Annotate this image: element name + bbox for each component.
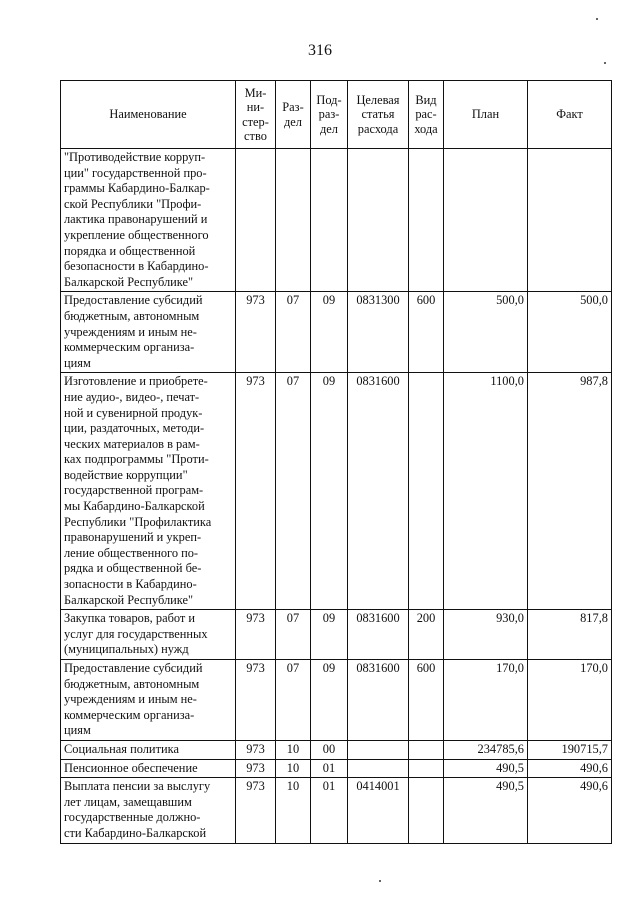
- row-plan: 170,0: [444, 660, 528, 741]
- row-fact: 490,6: [528, 778, 612, 843]
- row-fact: 987,8: [528, 373, 612, 610]
- row-expense-type: [409, 149, 444, 292]
- row-expense-type: 600: [409, 292, 444, 373]
- scan-speck: [379, 880, 381, 882]
- table-row: [61, 778, 612, 843]
- row-plan: 234785,6: [444, 740, 528, 759]
- row-ministry: 973: [236, 660, 276, 741]
- row-target-article: 0414001: [348, 778, 409, 843]
- row-expense-type: [409, 759, 444, 778]
- row-plan: 930,0: [444, 610, 528, 660]
- row-name: Закупка товаров, работ и услуг для государственных (муниципальных) нужд: [61, 610, 236, 660]
- row-ministry: 973: [236, 740, 276, 759]
- table-row: [61, 610, 612, 660]
- row-name: Предоставление субсидий бюджетным, автономным учреждениям и иным не- коммерческим организа- циям: [61, 660, 236, 741]
- row-plan: 490,5: [444, 759, 528, 778]
- row-section: 10: [276, 778, 311, 843]
- page-number: 316: [308, 42, 332, 59]
- row-target-article: [348, 149, 409, 292]
- row-plan: 490,5: [444, 778, 528, 843]
- header-section: Раз- дел: [276, 81, 311, 149]
- row-subsection: 09: [311, 610, 348, 660]
- row-expense-type: [409, 740, 444, 759]
- row-plan: 500,0: [444, 292, 528, 373]
- row-expense-type: [409, 778, 444, 843]
- row-fact: [528, 149, 612, 292]
- row-ministry: 973: [236, 610, 276, 660]
- row-section: 10: [276, 740, 311, 759]
- row-subsection: 09: [311, 373, 348, 610]
- row-plan: [444, 149, 528, 292]
- table-row: [61, 149, 612, 292]
- row-section: [276, 149, 311, 292]
- scan-speck: [604, 62, 606, 64]
- table-row: [61, 292, 612, 373]
- row-name: Выплата пенсии за выслугу лет лицам, замещавшим государственные должно- сти Кабардино-Балкарской: [61, 778, 236, 843]
- row-name: Социальная политика: [61, 740, 236, 759]
- row-name: Изготовление и приобрете- ние аудио-, видео-, печат- ной и сувенирной продук- ции, раздаточных, методи- ческих материалов в рам- ках подпрограммы "Проти- водействие коррупции" государственной програм- мы Кабардино-Балкарской Республики "Профилактика правонарушений и укреп- ление общественного по- рядка и общественной бе- зопасности в Кабардино- Балкарской Республике": [61, 373, 236, 610]
- row-subsection: 01: [311, 778, 348, 843]
- row-section: 10: [276, 759, 311, 778]
- header-plan: План: [444, 81, 528, 149]
- row-subsection: [311, 149, 348, 292]
- row-target-article: [348, 759, 409, 778]
- row-ministry: 973: [236, 292, 276, 373]
- row-target-article: 0831300: [348, 292, 409, 373]
- row-name: Предоставление субсидий бюджетным, автономным учреждениям и иным не- коммерческим организа- циям: [61, 292, 236, 373]
- row-expense-type: 200: [409, 610, 444, 660]
- row-subsection: 09: [311, 660, 348, 741]
- row-section: 07: [276, 292, 311, 373]
- row-target-article: 0831600: [348, 660, 409, 741]
- row-subsection: 09: [311, 292, 348, 373]
- row-section: 07: [276, 610, 311, 660]
- table-row: [61, 759, 612, 778]
- table-row: [61, 660, 612, 741]
- row-name: Пенсионное обеспечение: [61, 759, 236, 778]
- row-fact: 490,6: [528, 759, 612, 778]
- row-plan: 1100,0: [444, 373, 528, 610]
- row-subsection: 01: [311, 759, 348, 778]
- row-ministry: 973: [236, 759, 276, 778]
- header-ministry: Ми- ни- стер- ство: [236, 81, 276, 149]
- header-fact: Факт: [528, 81, 612, 149]
- header-target-article: Целевая статья расхода: [348, 81, 409, 149]
- row-expense-type: [409, 373, 444, 610]
- row-ministry: 973: [236, 778, 276, 843]
- row-fact: 817,8: [528, 610, 612, 660]
- row-target-article: 0831600: [348, 373, 409, 610]
- budget-table: [60, 80, 612, 844]
- row-subsection: 00: [311, 740, 348, 759]
- row-section: 07: [276, 660, 311, 741]
- table-row: [61, 740, 612, 759]
- row-target-article: [348, 740, 409, 759]
- row-ministry: 973: [236, 373, 276, 610]
- table-header-row: [61, 81, 612, 149]
- scan-speck: [596, 18, 598, 20]
- table-row: [61, 373, 612, 610]
- header-name: Наименование: [61, 81, 236, 149]
- row-name: "Противодействие корруп- ции" государственной про- граммы Кабардино-Балкар- ской Республики "Профи- лактика правонарушений и укрепление общественного порядка и общественной безопасности в Кабардино- Балкарской Республике": [61, 149, 236, 292]
- header-subsection: Под- раз- дел: [311, 81, 348, 149]
- row-fact: 500,0: [528, 292, 612, 373]
- row-ministry: [236, 149, 276, 292]
- row-expense-type: 600: [409, 660, 444, 741]
- header-expense-type: Вид рас- хода: [409, 81, 444, 149]
- row-fact: 170,0: [528, 660, 612, 741]
- row-section: 07: [276, 373, 311, 610]
- row-target-article: 0831600: [348, 610, 409, 660]
- row-fact: 190715,7: [528, 740, 612, 759]
